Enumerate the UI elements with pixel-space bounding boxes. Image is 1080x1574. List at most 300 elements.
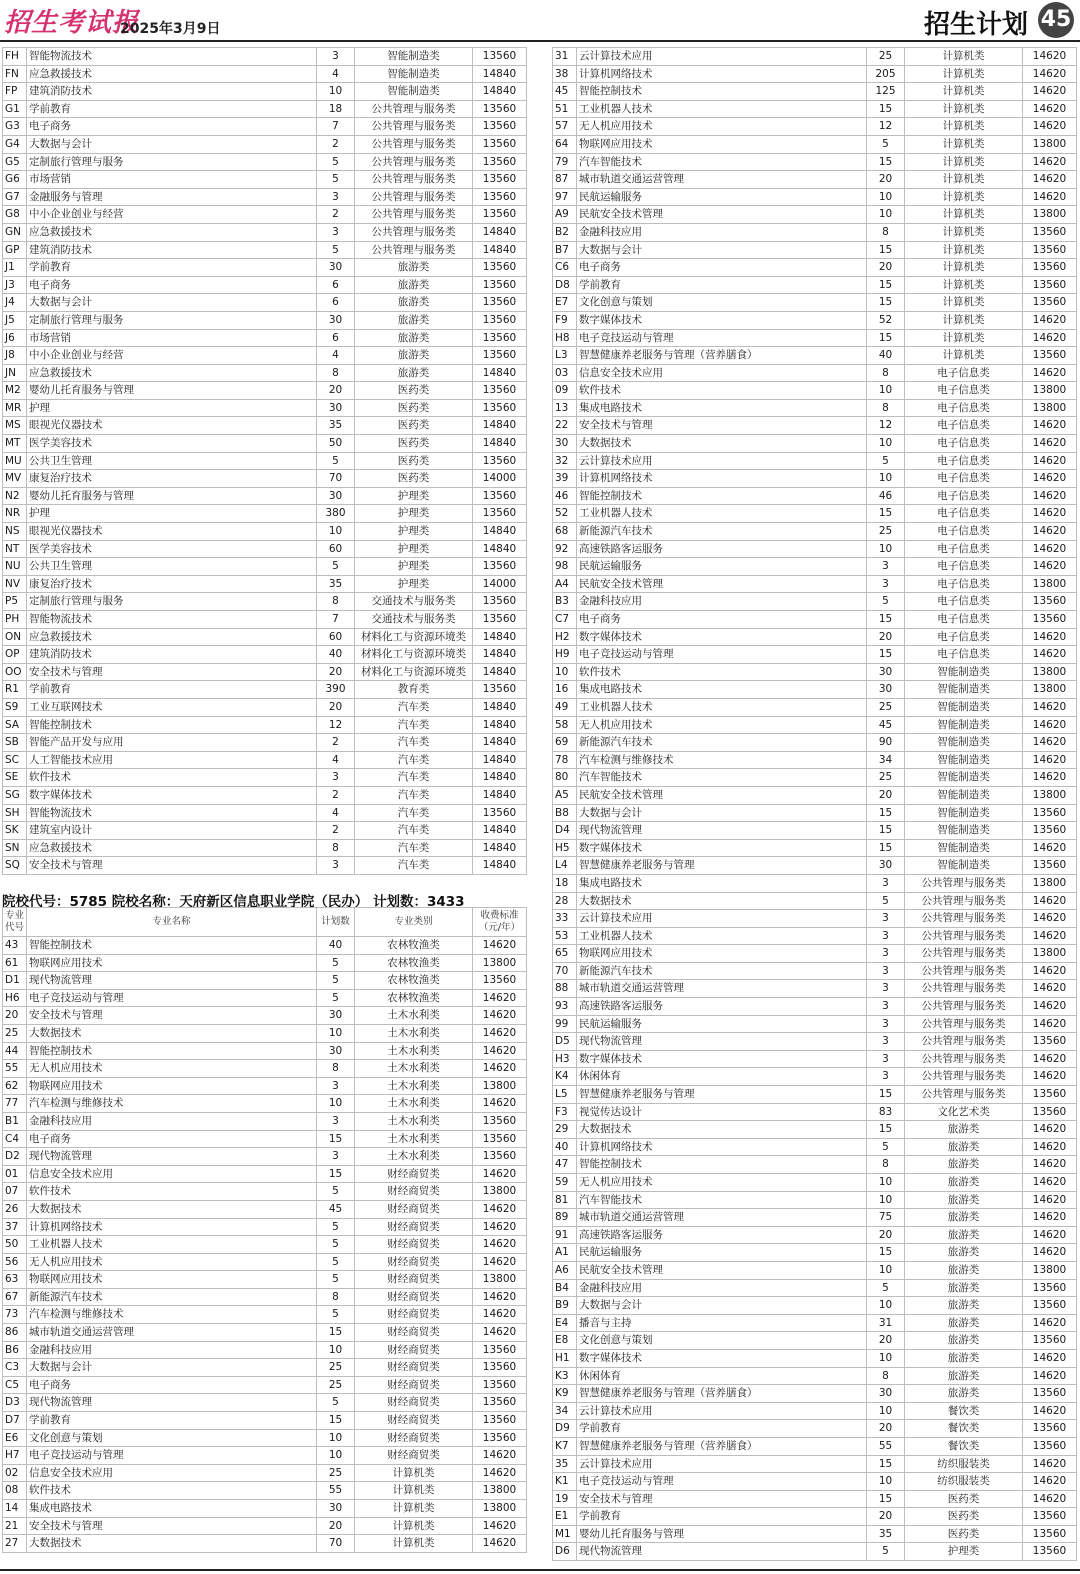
major-code: S9 [3, 698, 27, 716]
footer-divider [0, 1569, 1080, 1571]
tuition-fee: 13560 [1023, 1033, 1077, 1051]
major-category: 财经商贸类 [355, 1288, 473, 1306]
table-row [3, 646, 527, 664]
major-name: 云计算技术应用 [577, 910, 867, 928]
major-category: 电子信息类 [905, 558, 1023, 576]
major-name: 电子竞技运动与管理 [577, 1473, 867, 1491]
tuition-fee: 14840 [473, 663, 527, 681]
plan-count: 5 [317, 241, 355, 259]
major-category: 汽车类 [355, 769, 473, 787]
major-category: 财经商贸类 [355, 1271, 473, 1289]
major-category: 智能制造类 [905, 663, 1023, 681]
tuition-fee: 14620 [1023, 1156, 1077, 1174]
tuition-fee: 13800 [473, 1271, 527, 1289]
major-category: 公共管理与服务类 [905, 910, 1023, 928]
plan-count: 8 [317, 1288, 355, 1306]
tuition-fee: 13800 [1023, 399, 1077, 417]
major-category: 电子信息类 [905, 399, 1023, 417]
major-category: 旅游类 [905, 1297, 1023, 1315]
major-code: SA [3, 716, 27, 734]
major-name: 物联网应用技术 [27, 1271, 317, 1289]
major-category: 土木水利类 [355, 1130, 473, 1148]
major-category: 旅游类 [355, 347, 473, 365]
table-row [3, 1024, 527, 1042]
table-row [3, 1376, 527, 1394]
plan-count: 10 [867, 540, 905, 558]
major-code: SC [3, 751, 27, 769]
plan-count: 3 [317, 223, 355, 241]
major-code: NR [3, 505, 27, 523]
major-category: 交通技术与服务类 [355, 593, 473, 611]
major-name: 工业机器人技术 [27, 1236, 317, 1254]
table-row [3, 329, 527, 347]
major-code: NV [3, 575, 27, 593]
tuition-fee: 14620 [1023, 646, 1077, 664]
plan-count: 8 [317, 1060, 355, 1078]
table-row [3, 523, 527, 541]
major-name: 金融科技应用 [577, 1279, 867, 1297]
table-row [3, 1517, 527, 1535]
major-code: D4 [553, 822, 577, 840]
tuition-fee: 13560 [473, 259, 527, 277]
tuition-fee: 14620 [1023, 1174, 1077, 1192]
tuition-fee: 14620 [473, 1253, 527, 1271]
tuition-fee: 13560 [473, 558, 527, 576]
tuition-fee: 14620 [1023, 364, 1077, 382]
major-category: 计算机类 [905, 259, 1023, 277]
major-code: E7 [553, 294, 577, 312]
major-code: F3 [553, 1103, 577, 1121]
table-row [3, 954, 527, 972]
plan-count: 15 [867, 611, 905, 629]
table-row [553, 153, 1077, 171]
major-name: 软件技术 [27, 1482, 317, 1500]
table-row [553, 874, 1077, 892]
table-row [553, 487, 1077, 505]
major-code: H9 [553, 646, 577, 664]
table-row [3, 435, 527, 453]
table-row [3, 1324, 527, 1342]
table-row [553, 663, 1077, 681]
plan-count: 15 [867, 1086, 905, 1104]
table-row [3, 382, 527, 400]
table-row [553, 1508, 1077, 1526]
tuition-fee: 13800 [1023, 681, 1077, 699]
plan-count: 20 [317, 382, 355, 400]
table-row [553, 399, 1077, 417]
major-code: 56 [3, 1253, 27, 1271]
major-code: C3 [3, 1359, 27, 1377]
major-category: 智能制造类 [355, 65, 473, 83]
major-category: 公共管理与服务类 [905, 1068, 1023, 1086]
table-row [3, 628, 527, 646]
plan-count: 15 [867, 329, 905, 347]
major-name: 民航安全技术管理 [577, 1261, 867, 1279]
tuition-fee: 13560 [1023, 822, 1077, 840]
major-category: 公共管理与服务类 [905, 1033, 1023, 1051]
table-row [553, 206, 1077, 224]
major-name: 金融科技应用 [27, 1341, 317, 1359]
major-name: 计算机网络技术 [577, 1138, 867, 1156]
major-code: 26 [3, 1200, 27, 1218]
table-row [553, 804, 1077, 822]
table-row [3, 540, 527, 558]
major-name: 学前教育 [27, 259, 317, 277]
major-name: 婴幼儿托育服务与管理 [577, 1525, 867, 1543]
major-category: 汽车类 [355, 716, 473, 734]
major-name: 软件技术 [27, 769, 317, 787]
plan-count: 6 [317, 276, 355, 294]
table-row [3, 1077, 527, 1095]
table-row [3, 1183, 527, 1201]
plan-count: 10 [317, 523, 355, 541]
plan-count: 30 [317, 1042, 355, 1060]
plan-count: 20 [867, 171, 905, 189]
plan-count: 5 [317, 1306, 355, 1324]
table-row [3, 1130, 527, 1148]
major-code: 09 [553, 382, 577, 400]
major-name: 数字媒体技术 [27, 786, 317, 804]
major-code: L4 [553, 857, 577, 875]
plan-count: 20 [867, 1226, 905, 1244]
tuition-fee: 14620 [1023, 1244, 1077, 1262]
plan-count: 3 [317, 769, 355, 787]
table-row [553, 1244, 1077, 1262]
plan-count: 8 [317, 839, 355, 857]
major-code: D2 [3, 1148, 27, 1166]
table-row [553, 65, 1077, 83]
major-name: 大数据技术 [27, 1200, 317, 1218]
major-name: 高速铁路客运服务 [577, 540, 867, 558]
major-category: 财经商贸类 [355, 1218, 473, 1236]
table-row [553, 135, 1077, 153]
major-category: 旅游类 [355, 259, 473, 277]
table-row [553, 980, 1077, 998]
major-category: 旅游类 [905, 1367, 1023, 1385]
tuition-fee: 13560 [1023, 347, 1077, 365]
major-code: 91 [553, 1226, 577, 1244]
table-row [3, 65, 527, 83]
major-category: 护理类 [355, 505, 473, 523]
major-name: 学前教育 [27, 1412, 317, 1430]
table-row [553, 698, 1077, 716]
table-row [553, 48, 1077, 66]
table-row [3, 1007, 527, 1025]
plan-count: 25 [867, 523, 905, 541]
tuition-fee: 14620 [473, 1517, 527, 1535]
major-category: 智能制造类 [905, 839, 1023, 857]
major-code: G6 [3, 171, 27, 189]
major-code: 59 [553, 1174, 577, 1192]
major-category: 医药类 [355, 382, 473, 400]
tuition-fee: 14620 [473, 1236, 527, 1254]
table-row [3, 769, 527, 787]
tuition-fee: 13560 [1023, 593, 1077, 611]
major-name: 信息安全技术应用 [27, 1165, 317, 1183]
plan-count: 5 [867, 593, 905, 611]
major-category: 公共管理与服务类 [355, 171, 473, 189]
major-code: SN [3, 839, 27, 857]
table-row [3, 100, 527, 118]
major-category: 计算机类 [355, 1535, 473, 1553]
plan-count: 30 [317, 259, 355, 277]
tuition-fee: 13560 [473, 294, 527, 312]
major-category: 智能制造类 [905, 751, 1023, 769]
major-category: 旅游类 [905, 1191, 1023, 1209]
plan-count: 20 [317, 1517, 355, 1535]
tuition-fee: 14840 [473, 786, 527, 804]
major-category: 土木水利类 [355, 1112, 473, 1130]
table-row [3, 1482, 527, 1500]
major-name: 学前教育 [27, 100, 317, 118]
plan-count: 30 [317, 311, 355, 329]
major-code: 35 [553, 1455, 577, 1473]
major-name: 安全技术与管理 [27, 857, 317, 875]
major-name: 数字媒体技术 [577, 839, 867, 857]
major-code: 68 [553, 523, 577, 541]
plan-count: 5 [317, 989, 355, 1007]
plan-count: 15 [867, 100, 905, 118]
major-code: 65 [553, 945, 577, 963]
plan-count: 6 [317, 294, 355, 312]
major-category: 电子信息类 [905, 470, 1023, 488]
newspaper-masthead: 招生考试报 [4, 8, 140, 38]
tuition-fee: 13560 [1023, 1279, 1077, 1297]
major-category: 汽车类 [355, 698, 473, 716]
major-name: 数字媒体技术 [577, 311, 867, 329]
major-category: 护理类 [355, 540, 473, 558]
tuition-fee: 13560 [473, 1148, 527, 1166]
tuition-fee: 13560 [1023, 1543, 1077, 1561]
major-category: 智能制造类 [355, 48, 473, 66]
table-row [553, 786, 1077, 804]
tuition-fee: 14620 [473, 1218, 527, 1236]
major-name: 大数据与会计 [27, 294, 317, 312]
major-code: 10 [553, 663, 577, 681]
major-name: 电子商务 [27, 1376, 317, 1394]
major-code: JN [3, 364, 27, 382]
plan-count: 8 [867, 399, 905, 417]
major-category: 计算机类 [905, 153, 1023, 171]
major-code: 25 [3, 1024, 27, 1042]
tuition-fee: 13560 [1023, 1086, 1077, 1104]
major-name: 信息安全技术应用 [27, 1464, 317, 1482]
tuition-fee: 13560 [1023, 1385, 1077, 1403]
major-name: 智能物流技术 [27, 611, 317, 629]
table-row [553, 118, 1077, 136]
table-row [3, 1271, 527, 1289]
plan-count: 5 [317, 153, 355, 171]
major-category: 汽车类 [355, 734, 473, 752]
table-row [553, 276, 1077, 294]
major-code: 58 [553, 716, 577, 734]
table-row [3, 989, 527, 1007]
major-code: 44 [3, 1042, 27, 1060]
major-category: 公共管理与服务类 [355, 100, 473, 118]
table-row [553, 769, 1077, 787]
plan-count: 2 [317, 822, 355, 840]
plan-count: 125 [867, 83, 905, 101]
tuition-fee: 14620 [473, 1007, 527, 1025]
major-name: 休闲体育 [577, 1367, 867, 1385]
table-row [3, 1218, 527, 1236]
major-code: 80 [553, 769, 577, 787]
tuition-fee: 14620 [1023, 435, 1077, 453]
major-name: 软件技术 [577, 382, 867, 400]
major-name: 城市轨道交通运营管理 [577, 980, 867, 998]
tuition-fee: 13560 [473, 1429, 527, 1447]
tuition-fee: 14620 [473, 1535, 527, 1553]
major-code: 46 [553, 487, 577, 505]
table-row [3, 804, 527, 822]
major-code: PH [3, 611, 27, 629]
table-row [553, 311, 1077, 329]
plan-count: 5 [317, 171, 355, 189]
major-name: 智慧健康养老服务与管理（营养膳食） [577, 347, 867, 365]
major-name: 电子商务 [27, 276, 317, 294]
major-code: B4 [553, 1279, 577, 1297]
major-code: C4 [3, 1130, 27, 1148]
major-category: 土木水利类 [355, 1024, 473, 1042]
major-name: 文化创意与策划 [577, 1332, 867, 1350]
major-name: 金融科技应用 [577, 223, 867, 241]
major-code: GN [3, 223, 27, 241]
table-row [553, 1191, 1077, 1209]
left-bottom-table-container [2, 907, 526, 1553]
major-name: 智能控制技术 [577, 1156, 867, 1174]
plan-count: 8 [867, 1367, 905, 1385]
tuition-fee: 14620 [473, 1042, 527, 1060]
major-category: 计算机类 [905, 48, 1023, 66]
major-category: 电子信息类 [905, 417, 1023, 435]
tuition-fee: 13560 [473, 505, 527, 523]
table-row [553, 1332, 1077, 1350]
major-category: 农林牧渔类 [355, 989, 473, 1007]
plan-count: 90 [867, 734, 905, 752]
table-row [3, 364, 527, 382]
table-row [553, 452, 1077, 470]
major-code: 43 [3, 937, 27, 955]
tuition-fee: 14620 [473, 1095, 527, 1113]
tuition-fee: 14620 [1023, 329, 1077, 347]
tuition-fee: 14840 [473, 83, 527, 101]
major-name: 民航运输服务 [577, 188, 867, 206]
plan-count: 3 [867, 962, 905, 980]
major-name: 工业机器人技术 [577, 927, 867, 945]
plan-count: 25 [317, 1376, 355, 1394]
plan-count: 70 [317, 470, 355, 488]
major-code: H6 [3, 989, 27, 1007]
table-row [3, 751, 527, 769]
table-row [3, 505, 527, 523]
major-name: 学前教育 [577, 1420, 867, 1438]
major-category: 公共管理与服务类 [355, 135, 473, 153]
plan-count: 3 [317, 1112, 355, 1130]
major-name: 无人机应用技术 [27, 1253, 317, 1271]
major-category: 财经商贸类 [355, 1200, 473, 1218]
major-code: 19 [553, 1490, 577, 1508]
major-code: D6 [553, 1543, 577, 1561]
tuition-fee: 14620 [1023, 1473, 1077, 1491]
major-name: 大数据技术 [27, 1535, 317, 1553]
major-name: 民航运输服务 [577, 1015, 867, 1033]
major-category: 财经商贸类 [355, 1165, 473, 1183]
major-name: 软件技术 [577, 663, 867, 681]
major-code: N2 [3, 487, 27, 505]
major-category: 公共管理与服务类 [905, 892, 1023, 910]
tuition-fee: 14620 [1023, 1226, 1077, 1244]
major-name: 无人机应用技术 [577, 1174, 867, 1192]
major-category: 公共管理与服务类 [355, 206, 473, 224]
table-row [3, 1148, 527, 1166]
tuition-fee: 13560 [473, 329, 527, 347]
major-name: 文化创意与策划 [577, 294, 867, 312]
major-name: 智能产品开发与应用 [27, 734, 317, 752]
tuition-fee: 13560 [1023, 241, 1077, 259]
major-code: H7 [3, 1447, 27, 1465]
table-row [553, 505, 1077, 523]
plan-count: 390 [317, 681, 355, 699]
header-divider [0, 40, 1080, 42]
plan-count: 7 [317, 118, 355, 136]
plan-count: 83 [867, 1103, 905, 1121]
plan-count: 4 [317, 751, 355, 769]
table-row [3, 417, 527, 435]
plan-count: 15 [867, 646, 905, 664]
plan-count: 30 [867, 857, 905, 875]
tuition-fee: 13560 [1023, 1420, 1077, 1438]
major-name: 汽车智能技术 [577, 153, 867, 171]
table-row [3, 452, 527, 470]
plan-count: 15 [317, 1165, 355, 1183]
plan-count: 10 [867, 1473, 905, 1491]
major-code: E1 [553, 1508, 577, 1526]
table-row [3, 1200, 527, 1218]
major-name: 软件技术 [27, 1183, 317, 1201]
major-name: 高速铁路客运服务 [577, 998, 867, 1016]
major-code: MU [3, 452, 27, 470]
plan-count: 15 [867, 241, 905, 259]
major-code: F9 [553, 311, 577, 329]
tuition-fee: 13560 [1023, 259, 1077, 277]
tuition-fee: 14620 [1023, 892, 1077, 910]
tuition-fee: 13560 [473, 487, 527, 505]
major-code: 92 [553, 540, 577, 558]
plan-count: 6 [317, 329, 355, 347]
table-row [553, 1402, 1077, 1420]
tuition-fee: 14620 [1023, 1490, 1077, 1508]
plan-count: 20 [317, 663, 355, 681]
page-header [0, 0, 1080, 42]
plan-count: 50 [317, 435, 355, 453]
major-code: 20 [3, 1007, 27, 1025]
major-name: 汽车检测与维修技术 [27, 1095, 317, 1113]
plan-count: 31 [867, 1314, 905, 1332]
table-row [3, 1306, 527, 1324]
table-row [3, 681, 527, 699]
major-category: 农林牧渔类 [355, 972, 473, 990]
table-row [553, 1314, 1077, 1332]
header-major-name: 专业名称 [27, 908, 317, 937]
major-name: 医学美容技术 [27, 540, 317, 558]
school-heading: 院校代号：5785 院校名称：天府新区信息职业学院（民办） 计划数：3433 [2, 894, 465, 910]
tuition-fee: 13800 [473, 1183, 527, 1201]
major-category: 土木水利类 [355, 1042, 473, 1060]
major-category: 电子信息类 [905, 540, 1023, 558]
tuition-fee: 14620 [1023, 839, 1077, 857]
major-category: 旅游类 [905, 1174, 1023, 1192]
plan-count: 52 [867, 311, 905, 329]
